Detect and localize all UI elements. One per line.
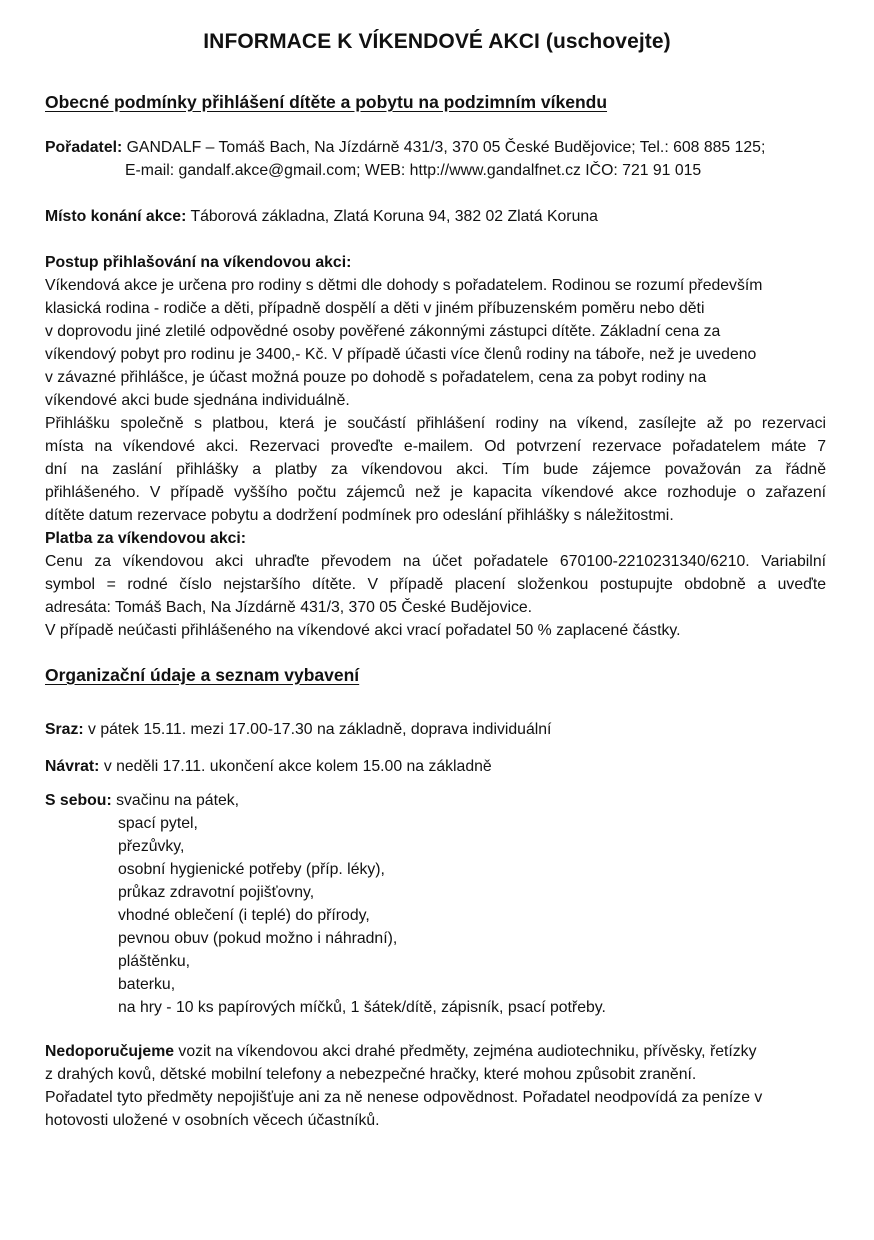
bring-item: pevnou obuv (pokud možno i náhradní), xyxy=(118,930,398,947)
payment-text-line: symbol = rodné číslo nejstaršího dítěte. V případě placení složenkou postupujte obdobně a uveďte xyxy=(45,576,826,593)
venue-line xyxy=(45,205,826,228)
organizer-contact-line: E-mail: gandalf.akce@gmail.com; WEB: http://www.gandalfnet.cz IČO: 721 91 015 xyxy=(125,162,702,179)
bring-item: přezůvky, xyxy=(118,838,185,855)
not-recommended-text: vozit na víkendovou akci drahé předměty, zejména audiotechniku, přívěsky, řetízky xyxy=(174,1043,757,1060)
registration-text-line: dní na zaslání přihlášky a platby za víkendovou akci. Tím bude zájemce považován za řádně xyxy=(45,461,826,478)
bring-line xyxy=(45,789,826,812)
registration-text-line: víkendový pobyt pro rodinu je 3400,- Kč. V případě účasti více členů rodiny na táboře, než je uvedeno xyxy=(45,346,757,363)
registration-text-line: v závazné přihlášce, je účast možná pouze po dohodě s pořadatelem, cena za pobyt rodiny na xyxy=(45,369,707,386)
organizer-value: GANDALF – Tomáš Bach, Na Jízdárně 431/3, 370 05 České Budějovice; Tel.: 608 885 125; xyxy=(122,139,766,156)
registration-text-line: Víkendová akce je určena pro rodiny s dětmi dle dohody s pořadatelem. Rodinou se rozumí především xyxy=(45,277,763,294)
registration-text-line: dítěte datum rezervace pobytu a dodržení podmínek pro odeslání přihlášky s náležitostmi. xyxy=(45,507,674,524)
registration-text-line: klasická rodina - rodiče a děti, případně dospělí a děti v jiném příbuzenském poměru nebo děti xyxy=(45,300,705,317)
bring-item: baterku, xyxy=(118,976,176,993)
bring-item: osobní hygienické potřeby (příp. léky), xyxy=(118,861,385,878)
registration-text-line: víkendové akci bude sjednána individuálně. xyxy=(45,392,350,409)
section-heading-conditions: Obecné podmínky přihlášení dítěte a pobytu na podzimním víkendu xyxy=(45,92,608,112)
not-recommended-label: Nedoporučujeme xyxy=(45,1043,175,1060)
registration-text-line: přihlášeného. V případě vyššího počtu zájemců než je kapacita víkendové akce rozhoduje o zařazení xyxy=(45,484,826,501)
bring-item: průkaz zdravotní pojišťovny, xyxy=(118,884,315,901)
document-title: INFORMACE K VÍKENDOVÉ AKCI (uschovejte) xyxy=(203,30,671,53)
organizer-line xyxy=(45,136,826,159)
payment-text-line: Cenu za víkendovou akci uhraďte převodem na účet pořadatele 670100-2210231340/6210. Variabilní xyxy=(45,553,826,570)
not-recommended-text-line: hotovosti uložené v osobních věcech účastníků. xyxy=(45,1112,380,1129)
payment-text-line: adresáta: Tomáš Bach, Na Jízdárně 431/3, 370 05 České Budějovice. xyxy=(45,599,533,616)
venue-label: Místo konání akce: xyxy=(45,208,187,225)
bring-item: pláštěnku, xyxy=(118,953,191,970)
meeting-line xyxy=(45,718,826,741)
section-heading-organization: Organizační údaje a seznam vybavení xyxy=(45,665,360,685)
bring-item: spací pytel, xyxy=(118,815,198,832)
payment-text-line: V případě neúčasti přihlášeného na víkendové akci vrací pořadatel 50 % zaplacené částky. xyxy=(45,622,681,639)
registration-text-line: v doprovodu jiné zletilé odpovědné osoby pověřené zákonnými zástupci dítěte. Základní cena za xyxy=(45,323,721,340)
registration-heading: Postup přihlašování na víkendovou akci: xyxy=(45,254,352,271)
bring-item: na hry - 10 ks papírových míčků, 1 šátek/dítě, zápisník, psací potřeby. xyxy=(118,999,606,1016)
not-recommended-line xyxy=(45,1040,826,1063)
registration-text-line: místa na víkendové akci. Rezervaci proveďte e-mailem. Od potvrzení rezervace pořadatelem máte 7 xyxy=(45,438,826,455)
return-label: Návrat: xyxy=(45,758,100,775)
organizer-label: Pořadatel: xyxy=(45,139,123,156)
bring-item: vhodné oblečení (i teplé) do přírody, xyxy=(118,907,370,924)
not-recommended-text-line: z drahých kovů, dětské mobilní telefony a nebezpečné hračky, které mohou způsobit zranění. xyxy=(45,1066,697,1083)
meeting-value: v pátek 15.11. mezi 17.00-17.30 na základně, doprava individuální xyxy=(83,721,552,738)
bring-first-item: svačinu na pátek, xyxy=(111,792,240,809)
not-recommended-text-line: Pořadatel tyto předměty nepojišťuje ani za ně nenese odpovědnost. Pořadatel neodpovídá za peníze v xyxy=(45,1089,763,1106)
return-value: v neděli 17.11. ukončení akce kolem 15.00 na základně xyxy=(99,758,492,775)
bring-label: S sebou: xyxy=(45,792,112,809)
payment-heading: Platba za víkendovou akci: xyxy=(45,530,247,547)
venue-value: Táborová základna, Zlatá Koruna 94, 382 02 Zlatá Koruna xyxy=(186,208,598,225)
return-line xyxy=(45,755,826,778)
registration-text-line: Přihlášku společně s platbou, která je součástí přihlášení rodiny na víkend, zasílejte až po rezervaci xyxy=(45,415,826,432)
meeting-label: Sraz: xyxy=(45,721,84,738)
